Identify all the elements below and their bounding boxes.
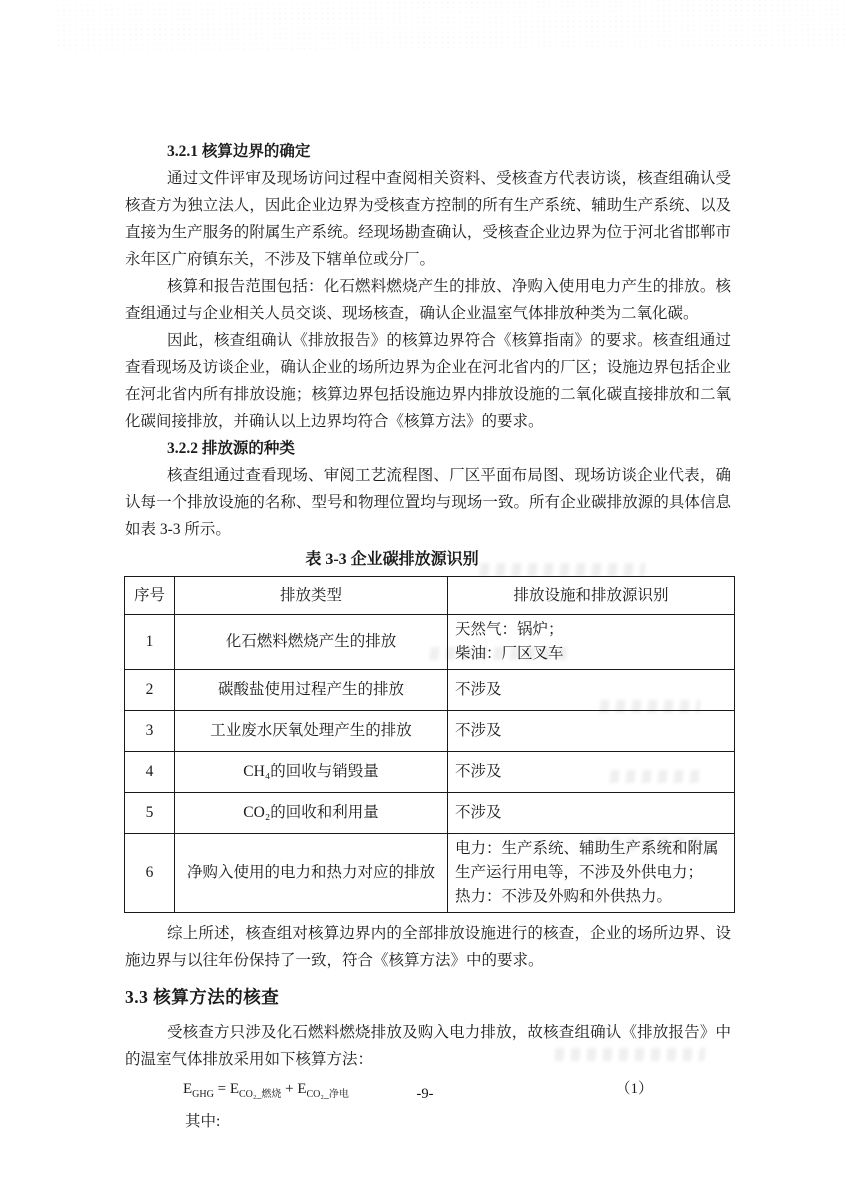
cell-emission-type: CH₄的回收与销毁量 <box>175 752 448 793</box>
header-cell-index: 序号 <box>125 577 175 615</box>
cell-index: 5 <box>125 793 175 834</box>
cell-source-identification <box>448 752 735 793</box>
formula-term1-subscript: CO₂_燃烧 <box>238 1089 282 1100</box>
emission-table-body <box>125 615 735 913</box>
cell-index: 3 <box>125 711 175 752</box>
equation-number: （1） <box>615 1081 653 1097</box>
source-identification-line: 柴油：厂区叉车 <box>455 645 564 662</box>
table-caption: 表 3-3 企业碳排放源识别 <box>305 551 479 568</box>
formula-term2-base: E <box>297 1081 307 1097</box>
cell-source-identification <box>448 834 735 913</box>
cell-source-identification <box>448 670 735 711</box>
header-cell-emission-type: 排放类型 <box>175 577 448 615</box>
formula-lhs-base: E <box>183 1081 193 1097</box>
table-row <box>125 615 735 670</box>
table-row <box>125 793 735 834</box>
content-area <box>125 138 731 1136</box>
formula-plus-sign: + <box>285 1081 294 1097</box>
table-row <box>125 711 735 752</box>
source-identification-line: 热力：不涉及外购和外供热力。 <box>455 888 673 905</box>
page-number: -9- <box>416 1086 434 1102</box>
source-identification-line: 天然气：锅炉； <box>455 621 564 638</box>
heading-3-2-1: 3.2.1 核算边界的确定 <box>167 143 311 160</box>
source-identification-line: 不涉及 <box>455 804 502 821</box>
cell-index: 6 <box>125 834 175 913</box>
source-identification-line: 不涉及 <box>455 681 502 698</box>
paragraph-boundary-confirmation: 因此，核查组确认《排放报告》的核算边界符合《核算指南》的要求。核查组通过查看现场及访谈企业，确认企业的场所边界为企业在河北省内的厂区；设施边界包括企业在河北省内所有排放设施；核算边界包括设施边界内排放设施的二氧化碳直接排放和二氧化碳间接排放，并确认以上边界均符合《核算方法》的要求。 <box>125 332 731 430</box>
source-identification-line: 不涉及 <box>455 722 502 739</box>
table-header-row <box>125 577 735 615</box>
table-row <box>125 834 735 913</box>
page-footer <box>0 1086 850 1103</box>
cell-emission-type: 工业废水厌氧处理产生的排放 <box>175 711 448 752</box>
cell-emission-type: 净购入使用的电力和热力对应的排放 <box>175 834 448 913</box>
paragraph-summary: 综上所述，核查组对核算边界内的全部排放设施进行的核查，企业的场所边界、设施边界与以往年份保持了一致，符合《核算方法》中的要求。 <box>125 925 731 969</box>
formula-term1-base: E <box>229 1081 239 1097</box>
cell-emission-type: CO₂的回收和利用量 <box>175 793 448 834</box>
cell-source-identification <box>448 615 735 670</box>
formula-lhs-subscript: GHG <box>192 1089 214 1100</box>
table-row <box>125 670 735 711</box>
paragraph-emission-sources: 核查组通过查看现场、审阅工艺流程图、厂区平面布局图、现场访谈企业代表，确认每一个排放设施的名称、型号和物理位置均与现场一致。所有企业碳排放源的具体信息如表 3-3 所示。 <box>125 467 731 538</box>
cell-source-identification <box>448 711 735 752</box>
emission-source-table <box>124 576 735 913</box>
paragraph-boundary-determination: 通过文件评审及现场访问过程中查阅相关资料、受核查方代表访谈，核查组确认受核查方为独立法人，因此企业边界为受核查方控制的所有生产系统、辅助生产系统、以及直接为生产服务的附属生产系统。经现场勘查确认，受核查企业边界为位于河北省邯郸市永年区广府镇东关，不涉及下辖单位或分厂。 <box>125 170 731 268</box>
paragraph-accounting-scope: 核算和报告范围包括：化石燃料燃烧产生的排放、净购入使用电力产生的排放。核查组通过与企业相关人员交谈、现场核查，确认企业温室气体排放种类为二氧化碳。 <box>125 278 731 322</box>
table-row <box>125 752 735 793</box>
cell-source-identification <box>448 793 735 834</box>
source-identification-line: 电力：生产系统、辅助生产系统和附属生产运行用电等，不涉及外供电力； <box>455 840 719 881</box>
paragraph-method: 受核查方只涉及化石燃料燃烧排放及购入电力排放，故核查组确认《排放报告》中的温室气体排放采用如下核算方法： <box>125 1024 731 1068</box>
formula-equals-sign: = <box>217 1081 227 1097</box>
heading-3-2-2: 3.2.2 排放源的种类 <box>167 440 295 457</box>
cell-index: 4 <box>125 752 175 793</box>
scan-noise-band <box>55 0 845 51</box>
header-cell-source-identification: 排放设施和排放源识别 <box>448 577 735 615</box>
cell-emission-type: 碳酸盐使用过程产生的排放 <box>175 670 448 711</box>
formula-where-label: 其中: <box>185 1113 221 1130</box>
cell-index: 1 <box>125 615 175 670</box>
heading-3-3: 3.3 核算方法的核查 <box>125 987 280 1007</box>
formula-term2-subscript: CO₂_净电 <box>306 1089 349 1100</box>
cell-emission-type: 化石燃料燃烧产生的排放 <box>175 615 448 670</box>
source-identification-line: 不涉及 <box>455 763 502 780</box>
cell-index: 2 <box>125 670 175 711</box>
